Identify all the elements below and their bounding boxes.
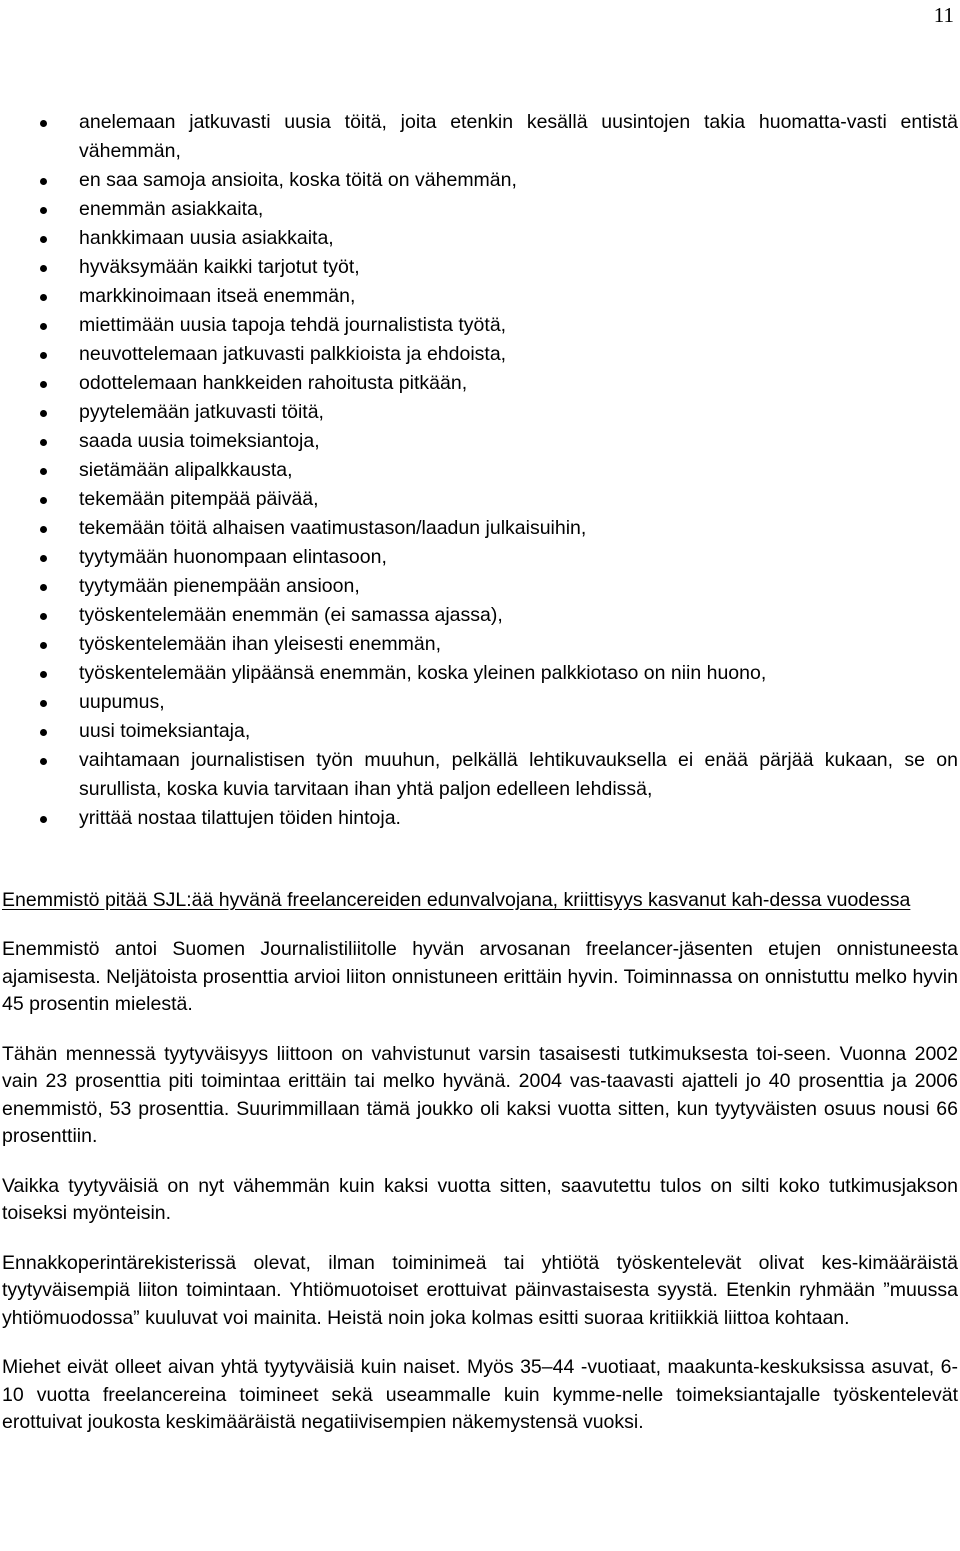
bullet-icon — [40, 584, 47, 591]
list-item-text: enemmän asiakkaita, — [79, 198, 264, 220]
list-item — [0, 108, 960, 166]
list-item — [0, 195, 960, 224]
list-item-text: odottelemaan hankkeiden rahoitusta pitkään, — [79, 372, 468, 394]
bullet-icon — [40, 381, 47, 388]
bullet-icon — [40, 120, 47, 127]
paragraph: Ennakkoperintärekisterissä olevat, ilman toiminimeä tai yhtiötä työskentelevät olivat kes-kimääräistä tyytyväisempiä liiton toimintaan. Yhtiömuotoiset erottuivat päinvastaisesta syystä. Etenkin ryhmään ”muussa yhtiömuodossa” kuuluvat voi mainita. Heistä noin joka kolmas esitti suoraa kritiikkiä liittoa kohtaan. — [2, 1251, 958, 1329]
bullet-icon — [40, 758, 47, 765]
bullet-icon — [40, 526, 47, 533]
bullet-icon — [40, 294, 47, 301]
list-item-text: tyytymään pienempään ansioon, — [79, 575, 360, 597]
paragraph: Enemmistö antoi Suomen Journalistiliitolle hyvän arvosanan freelancer-jäsenten etujen onnistuneesta ajamisesta. Neljätoista prosenttia arvioi liiton onnistuneen erittäin hyvin. Toiminnassa on onnistuttu melko hyvin 45 prosentin mielestä. — [2, 938, 958, 1015]
list-item-text: hyväksymään kaikki tarjotut työt, — [79, 256, 360, 278]
list-item-text: yrittää nostaa tilattujen töiden hintoja. — [79, 807, 401, 829]
bullet-icon — [40, 700, 47, 707]
list-item — [0, 659, 960, 688]
page-number: 11 — [933, 3, 954, 27]
list-item-text: työskentelemään enemmän (ei samassa ajassa), — [79, 604, 503, 626]
list-item-text: työskentelemään ylipäänsä enemmän, koska yleinen palkkiotaso on niin huono, — [79, 662, 767, 684]
list-item — [0, 688, 960, 717]
list-item — [0, 630, 960, 659]
list-item-text: markkinoimaan itseä enemmän, — [79, 285, 356, 307]
list-item — [0, 369, 960, 398]
bullet-icon — [40, 468, 47, 475]
list-item — [0, 456, 960, 485]
list-item-text: pyytelemään jatkuvasti töitä, — [79, 401, 324, 423]
list-item-text: anelemaan jatkuvasti uusia töitä, joita etenkin kesällä uusintojen takia huomatta-vasti entistä vähemmän, — [79, 111, 958, 162]
list-item-text: neuvottelemaan jatkuvasti palkkioista ja ehdoista, — [79, 343, 507, 365]
list-item-text: työskentelemään ihan yleisesti enemmän, — [79, 633, 442, 655]
bullet-icon — [40, 613, 47, 620]
list-item-text: tekemään töitä alhaisen vaatimustason/laadun julkaisuihin, — [79, 517, 587, 539]
paragraph: Miehet eivät olleet aivan yhtä tyytyväisiä kuin naiset. Myös 35–44 -vuotiaat, maakunta-keskuksissa asuvat, 6-10 vuotta freelancereina toimineet sekä useammalle kuin kymme-nelle toimeksiantajalle työskentelevät erottuivat joukosta keskimääräistä negatiivisempien näkemystensä vuoksi. — [2, 1356, 958, 1433]
list-item-text: tyytymään huonompaan elintasoon, — [79, 546, 387, 568]
body-content — [2, 887, 958, 1459]
bullet-icon — [40, 323, 47, 330]
list-item — [0, 514, 960, 543]
list-item — [0, 746, 960, 804]
list-item — [0, 427, 960, 456]
bullet-icon — [40, 410, 47, 417]
list-item-text: sietämään alipalkkausta, — [79, 459, 293, 481]
bullet-icon — [40, 265, 47, 272]
paragraph: Tähän mennessä tyytyväisyys liittoon on vahvistunut varsin tasaisesti tutkimuksesta toi-seen. Vuonna 2002 vain 23 prosenttia piti toimintaa erittäin tai melko hyvänä. 2004 vas-taavasti ajatteli jo 40 prosenttia ja 2006 enemmistö, 53 prosenttia. Suurimmillaan tämä joukko oli kaksi vuotta sitten, kun tyytyväisten osuus nousi 66 prosenttiin. — [2, 1042, 958, 1147]
paragraph: Vaikka tyytyväisiä on nyt vähemmän kuin kaksi vuotta sitten, saavutettu tulos on silti koko tutkimusjakson toiseksi myönteisin. — [2, 1174, 958, 1224]
bullet-list — [0, 108, 960, 833]
list-item — [0, 282, 960, 311]
list-item — [0, 543, 960, 572]
bullet-icon — [40, 352, 47, 359]
list-item-text: uusi toimeksiantaja, — [79, 720, 251, 742]
list-item-text: hankkimaan uusia asiakkaita, — [79, 227, 334, 249]
list-item — [0, 398, 960, 427]
list-item — [0, 340, 960, 369]
list-item-text: miettimään uusia tapoja tehdä journalistista työtä, — [79, 314, 507, 336]
list-item-text: vaihtamaan journalistisen työn muuhun, pelkällä lehtikuvauksella ei enää pärjää kukaan, se on surullista, koska kuvia tarvitaan ihan yhtä paljon edelleen lehdissä, — [79, 749, 958, 800]
bullet-icon — [40, 439, 47, 446]
list-item — [0, 253, 960, 282]
list-item — [0, 601, 960, 630]
bullet-icon — [40, 671, 47, 678]
bullet-icon — [40, 642, 47, 649]
list-item-text: tekemään pitempää päivää, — [79, 488, 319, 510]
list-item-text: uupumus, — [79, 691, 165, 713]
bullet-icon — [40, 555, 47, 562]
list-item-text: saada uusia toimeksiantoja, — [79, 430, 320, 452]
list-item — [0, 485, 960, 514]
bullet-icon — [40, 207, 47, 214]
bullet-icon — [40, 816, 47, 823]
bullet-icon — [40, 236, 47, 243]
list-item — [0, 572, 960, 601]
bullet-icon — [40, 729, 47, 736]
list-item — [0, 804, 960, 833]
list-item — [0, 166, 960, 195]
bullet-icon — [40, 497, 47, 504]
list-item — [0, 311, 960, 340]
list-item — [0, 717, 960, 746]
section-heading: Enemmistö pitää SJL:ää hyvänä freelancereiden edunvalvojana, kriittisyys kasvanut kah-dessa vuodessa — [2, 889, 911, 911]
bullet-icon — [40, 178, 47, 185]
list-item-text: en saa samoja ansioita, koska töitä on vähemmän, — [79, 169, 517, 191]
list-item — [0, 224, 960, 253]
